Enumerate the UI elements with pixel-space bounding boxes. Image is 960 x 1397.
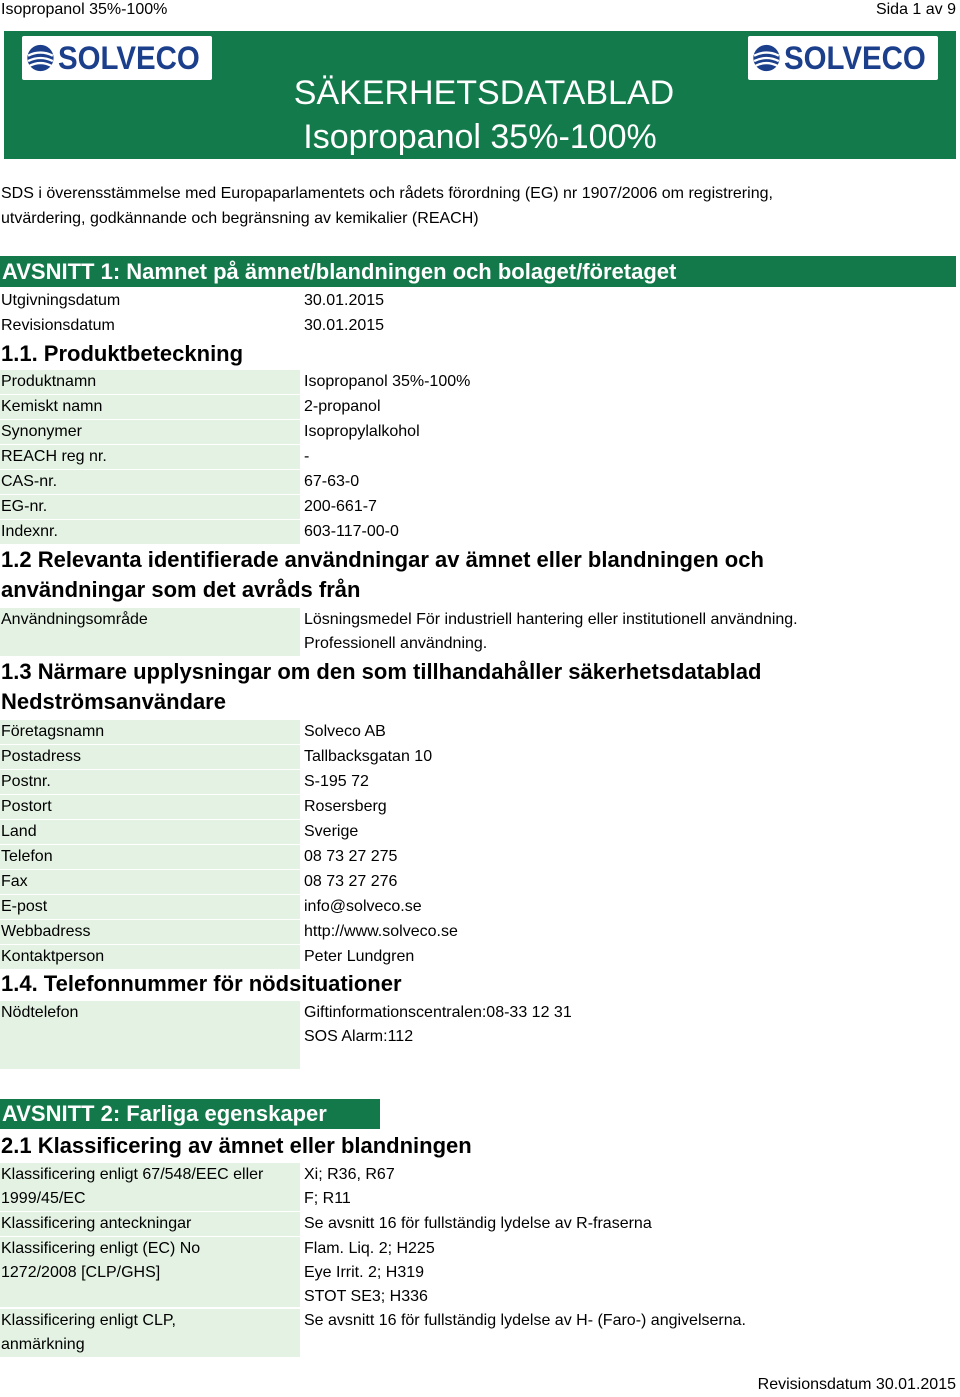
label-line: Klassificering enligt CLP, — [1, 1312, 176, 1329]
product-value: Isopropylalkohol — [304, 423, 420, 440]
label-line: anmärkning — [1, 1336, 85, 1353]
classification-row — [0, 1237, 956, 1307]
revision-date-value: 30.01.2015 — [304, 317, 385, 334]
classification-label — [0, 1309, 300, 1357]
emergency-line: SOS Alarm:112 — [304, 1028, 414, 1045]
logo-wordmark: SOLVECO — [783, 39, 926, 76]
issue-date-label: Utgivningsdatum — [1, 292, 121, 309]
label-line: Klassificering enligt 67/548/EEC eller — [1, 1166, 264, 1183]
label-line: Klassificering enligt (EC) No — [1, 1240, 201, 1257]
heading-line: 1.3 Närmare upplysningar om den som tillhandahåller säkerhetsdatablad — [1, 659, 762, 684]
heading-line: Nedströmsanvändare — [1, 689, 226, 714]
document-name: Isopropanol 35%-100% — [1, 1, 168, 18]
logo-wordmark: SOLVECO — [57, 39, 200, 76]
product-value: 67-63-0 — [304, 473, 360, 490]
section-2-heading: AVSNITT 2: Farliga egenskaper — [0, 1099, 380, 1129]
product-value: 2-propanol — [304, 398, 381, 415]
document-subtitle: Isopropanol 35%-100% — [303, 118, 657, 156]
supplier-label: Kontaktperson — [0, 945, 300, 969]
subsection-1-4-heading: 1.4. Telefonnummer för nödsituationer — [1, 971, 402, 996]
document-title: SÄKERHETSDATABLAD — [293, 74, 675, 112]
page-number: Sida 1 av 9 — [875, 1, 956, 18]
product-label: EG-nr. — [0, 495, 300, 519]
supplier-value: S-195 72 — [304, 773, 369, 790]
website-link[interactable]: http://www.solveco.se — [304, 923, 458, 940]
emergency-row — [0, 1001, 956, 1069]
label-line: 1272/2008 [CLP/GHS] — [1, 1264, 161, 1281]
product-value: 603-117-00-0 — [304, 523, 399, 540]
solveco-logo-icon — [751, 39, 782, 77]
heading-line: 1.2 Relevanta identifierade användningar av ämnet eller blandningen och — [1, 547, 764, 572]
use-value-line: Lösningsmedel För industriell hantering eller institutionell användning. — [304, 611, 798, 628]
value-line: Eye Irrit. 2; H319 — [304, 1264, 425, 1281]
use-value — [304, 608, 954, 656]
product-label: Indexnr. — [0, 520, 300, 544]
supplier-label: Postort — [0, 795, 300, 819]
value-line: Flam. Liq. 2; H225 — [304, 1240, 435, 1257]
classification-label — [0, 1163, 300, 1211]
supplier-value: Tallbacksgatan 10 — [304, 748, 433, 765]
subsection-2-1-heading: 2.1 Klassificering av ämnet eller blandningen — [1, 1133, 472, 1158]
regulation-intro — [1, 181, 951, 231]
product-value: Isopropanol 35%-100% — [304, 373, 471, 390]
supplier-label: Webbadress — [0, 920, 300, 944]
classification-value — [304, 1237, 954, 1309]
supplier-label: Företagsnamn — [0, 720, 300, 744]
page-header — [0, 0, 960, 22]
label-line: 1999/45/EC — [1, 1190, 86, 1207]
revision-date-label: Revisionsdatum — [1, 317, 115, 334]
supplier-value: Solveco AB — [304, 723, 386, 740]
product-value: 200-661-7 — [304, 498, 377, 515]
intro-line: utvärdering, godkännande och begränsning av kemikalier (REACH) — [1, 210, 479, 227]
supplier-label: Postnr. — [0, 770, 300, 794]
solveco-logo-icon — [25, 39, 56, 77]
subsection-1-2-heading — [1, 545, 764, 605]
product-label: Produktnamn — [0, 370, 300, 394]
issue-date-value: 30.01.2015 — [304, 292, 385, 309]
intro-line: SDS i överensstämmelse med Europaparlamentets och rådets förordning (EG) nr 1907/2006 om registrering, — [1, 185, 773, 202]
supplier-label: Fax — [0, 870, 300, 894]
classification-row — [0, 1163, 956, 1211]
value-line: Xi; R36, R67 — [304, 1166, 395, 1183]
email-link[interactable]: info@solveco.se — [304, 898, 422, 915]
classification-label — [0, 1237, 300, 1307]
supplier-label: Telefon — [0, 845, 300, 869]
supplier-value: 08 73 27 275 — [304, 848, 398, 865]
use-label: Användningsområde — [0, 608, 300, 656]
product-label: Synonymer — [0, 420, 300, 444]
use-value-line: Professionell användning. — [304, 635, 488, 652]
emergency-label: Nödtelefon — [0, 1001, 300, 1069]
product-label: REACH reg nr. — [0, 445, 300, 469]
classification-value: Se avsnitt 16 för fullständig lydelse av R-fraserna — [304, 1215, 652, 1232]
supplier-label: Land — [0, 820, 300, 844]
supplier-label: E-post — [0, 895, 300, 919]
heading-line: användningar som det avråds från — [1, 577, 361, 602]
use-row — [0, 608, 956, 656]
supplier-value: Peter Lundgren — [304, 948, 415, 965]
supplier-value: Rosersberg — [304, 798, 387, 815]
page-footer: Revisionsdatum 30.01.2015 — [757, 1376, 956, 1393]
product-label: Kemiskt namn — [0, 395, 300, 419]
classification-label: Klassificering anteckningar — [0, 1212, 300, 1236]
supplier-label: Postadress — [0, 745, 300, 769]
supplier-value: Sverige — [304, 823, 359, 840]
emergency-line: Giftinformationscentralen:08-33 12 31 — [304, 1004, 572, 1021]
classification-value: Se avsnitt 16 för fullständig lydelse av H- (Faro-) angivelserna. — [304, 1312, 746, 1329]
section-1-heading: AVSNITT 1: Namnet på ämnet/blandningen och bolaget/företaget — [0, 256, 956, 287]
classification-value — [304, 1163, 954, 1211]
value-line: STOT SE3; H336 — [304, 1288, 428, 1305]
subsection-1-3-heading — [1, 657, 761, 717]
product-value: - — [304, 448, 310, 465]
emergency-value — [304, 1001, 954, 1049]
supplier-value: 08 73 27 276 — [304, 873, 398, 890]
value-line: F; R11 — [304, 1190, 351, 1207]
classification-row — [0, 1309, 956, 1357]
subsection-1-1-heading: 1.1. Produktbeteckning — [1, 341, 244, 366]
product-label: CAS-nr. — [0, 470, 300, 494]
